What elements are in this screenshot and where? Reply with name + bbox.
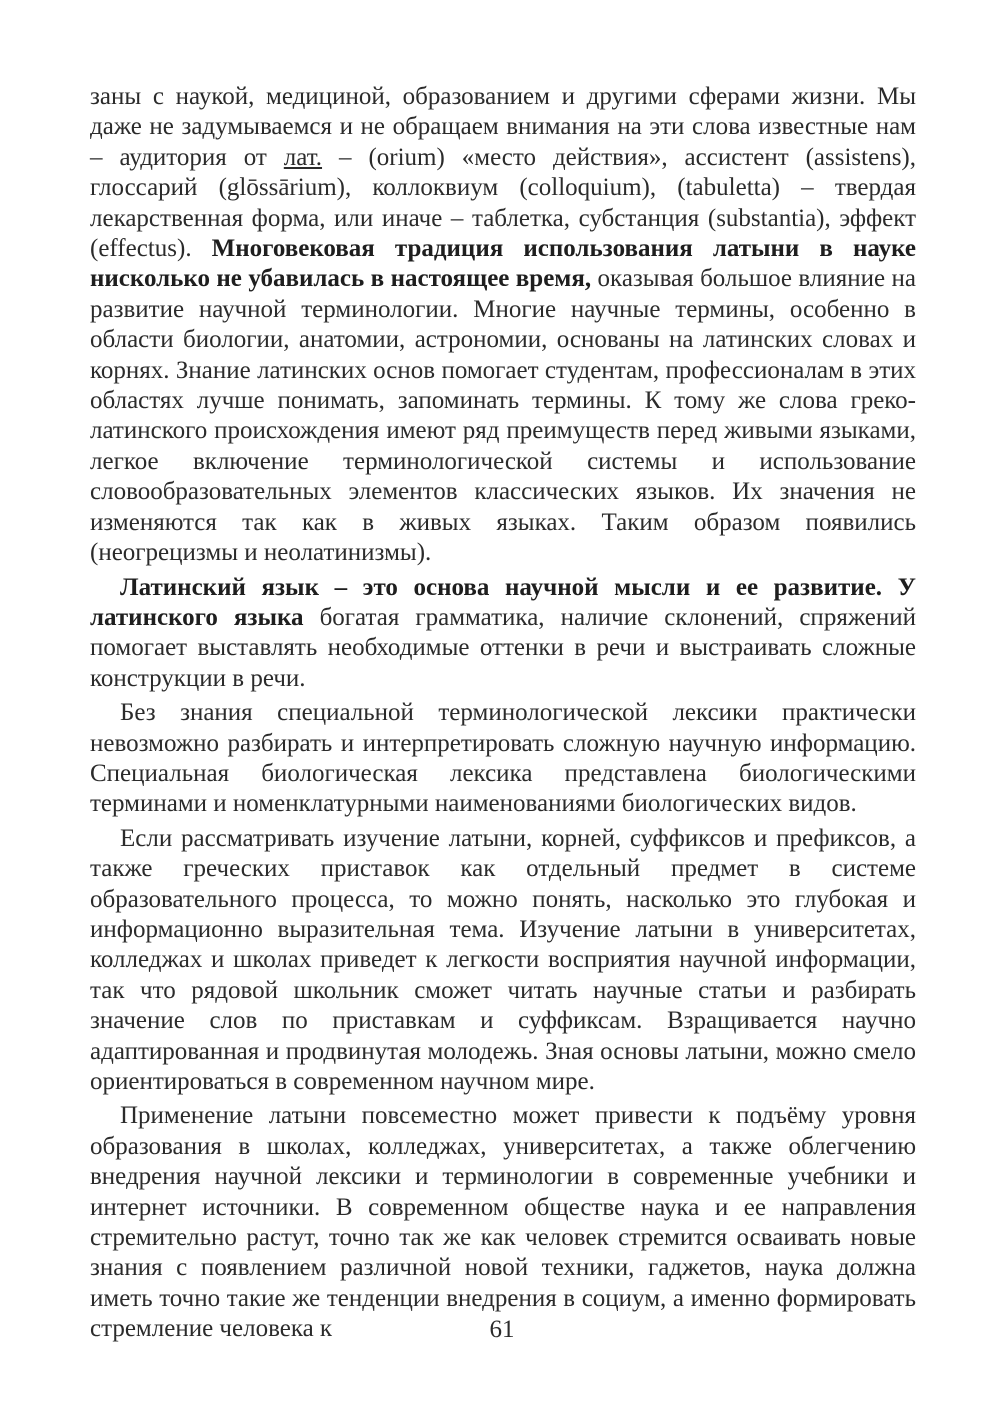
p1-text-3: оказывая большое влияние на развитие научной терминологии. Многие научные термины, особенно в области биологии, анатомии, астрономии, основаны на латинских словах и корнях. Знание латинских основ помогает студентам, профессионалам в этих областях лучше понимать, запоминать термины. К тому же слова греко-латинского происхождения имеют ряд преимуществ перед живыми языками, легкое включение терминологической системы и использование словообразовательных элементов классических языков. Их значения не изменяются так как в живых языках. Таким образом появились (неогрецизмы и неолатинизмы).: [90, 265, 917, 567]
p1-text-1: заны с наукой, медициной, образованием и другими сферами жизни. Мы даже не задумываемся и не обращаем внимания на эти слова известные нам – аудитория от: [90, 83, 916, 171]
paragraph-2: [90, 573, 916, 695]
paragraph-3: Без знания специальной терминологической лексики практически невозможно разбирать и интерпретировать сложную научную информацию. Специальная биологическая лексика представлена биологическими терминами и номенклатурными наименованиями биологических видов.: [90, 699, 916, 818]
paragraph-5: Применение латыни повсеместно может привести к подъёму уровня образования в школах, колледжах, университетах, а также облегчению внедрения научной лексики и терминологии в современные учебники и интернет источники. В современном обществе наука и ее направления стремительно растут, точно так же как человек стремится осваивать новые знания с появлением различной новой техники, гаджетов, наука должна иметь точно такие же тенденции внедрения в социум, а именно формировать стремление человека к: [90, 1102, 916, 1343]
p1-text-2: – (orium) «место действия», ассистент (assistens), глоссарий (glōssārium), коллоквиум (colloquium), (tabuletta) – твердая лекарственная форма, или иначе – таблетка, субстанция (substantia), эффект (effectus).: [90, 143, 916, 263]
page-number: 61: [489, 1316, 515, 1343]
abbr-lat: лат.: [283, 143, 323, 171]
p2-text: богатая грамматика, наличие склонений, спряжений помогает выставлять необходимые оттенки в речи и выстраивать сложные конструкции в речи.: [90, 603, 916, 692]
p2-bold-statement: Латинский язык – это основа научной мысли и ее развитие. У латинского языка: [90, 573, 916, 631]
page-body: [90, 82, 916, 1345]
paragraph-4: Если рассматривать изучение латыни, корней, суффиксов и префиксов, а также греческих приставок как отдельный предмет в системе образовательного процесса, то можно понять, насколько это глубокая и информационно выразительная тема. Изучение латыни в университетах, колледжах и школах приведет к легкости восприятия научной информации, так что рядовой школьник сможет читать научные статьи и разбирать значение слов по приставкам и суффиксам. Взращивается научно адаптированная и продвинутая молодежь. Зная основы латыни, можно смело ориентироваться в современном научном мире.: [90, 824, 916, 1095]
p1-bold-statement: Многовековая традиция использования латыни в науке нисколько не убавилась в настоящее время,: [90, 235, 916, 293]
paragraph-1: [90, 82, 916, 569]
